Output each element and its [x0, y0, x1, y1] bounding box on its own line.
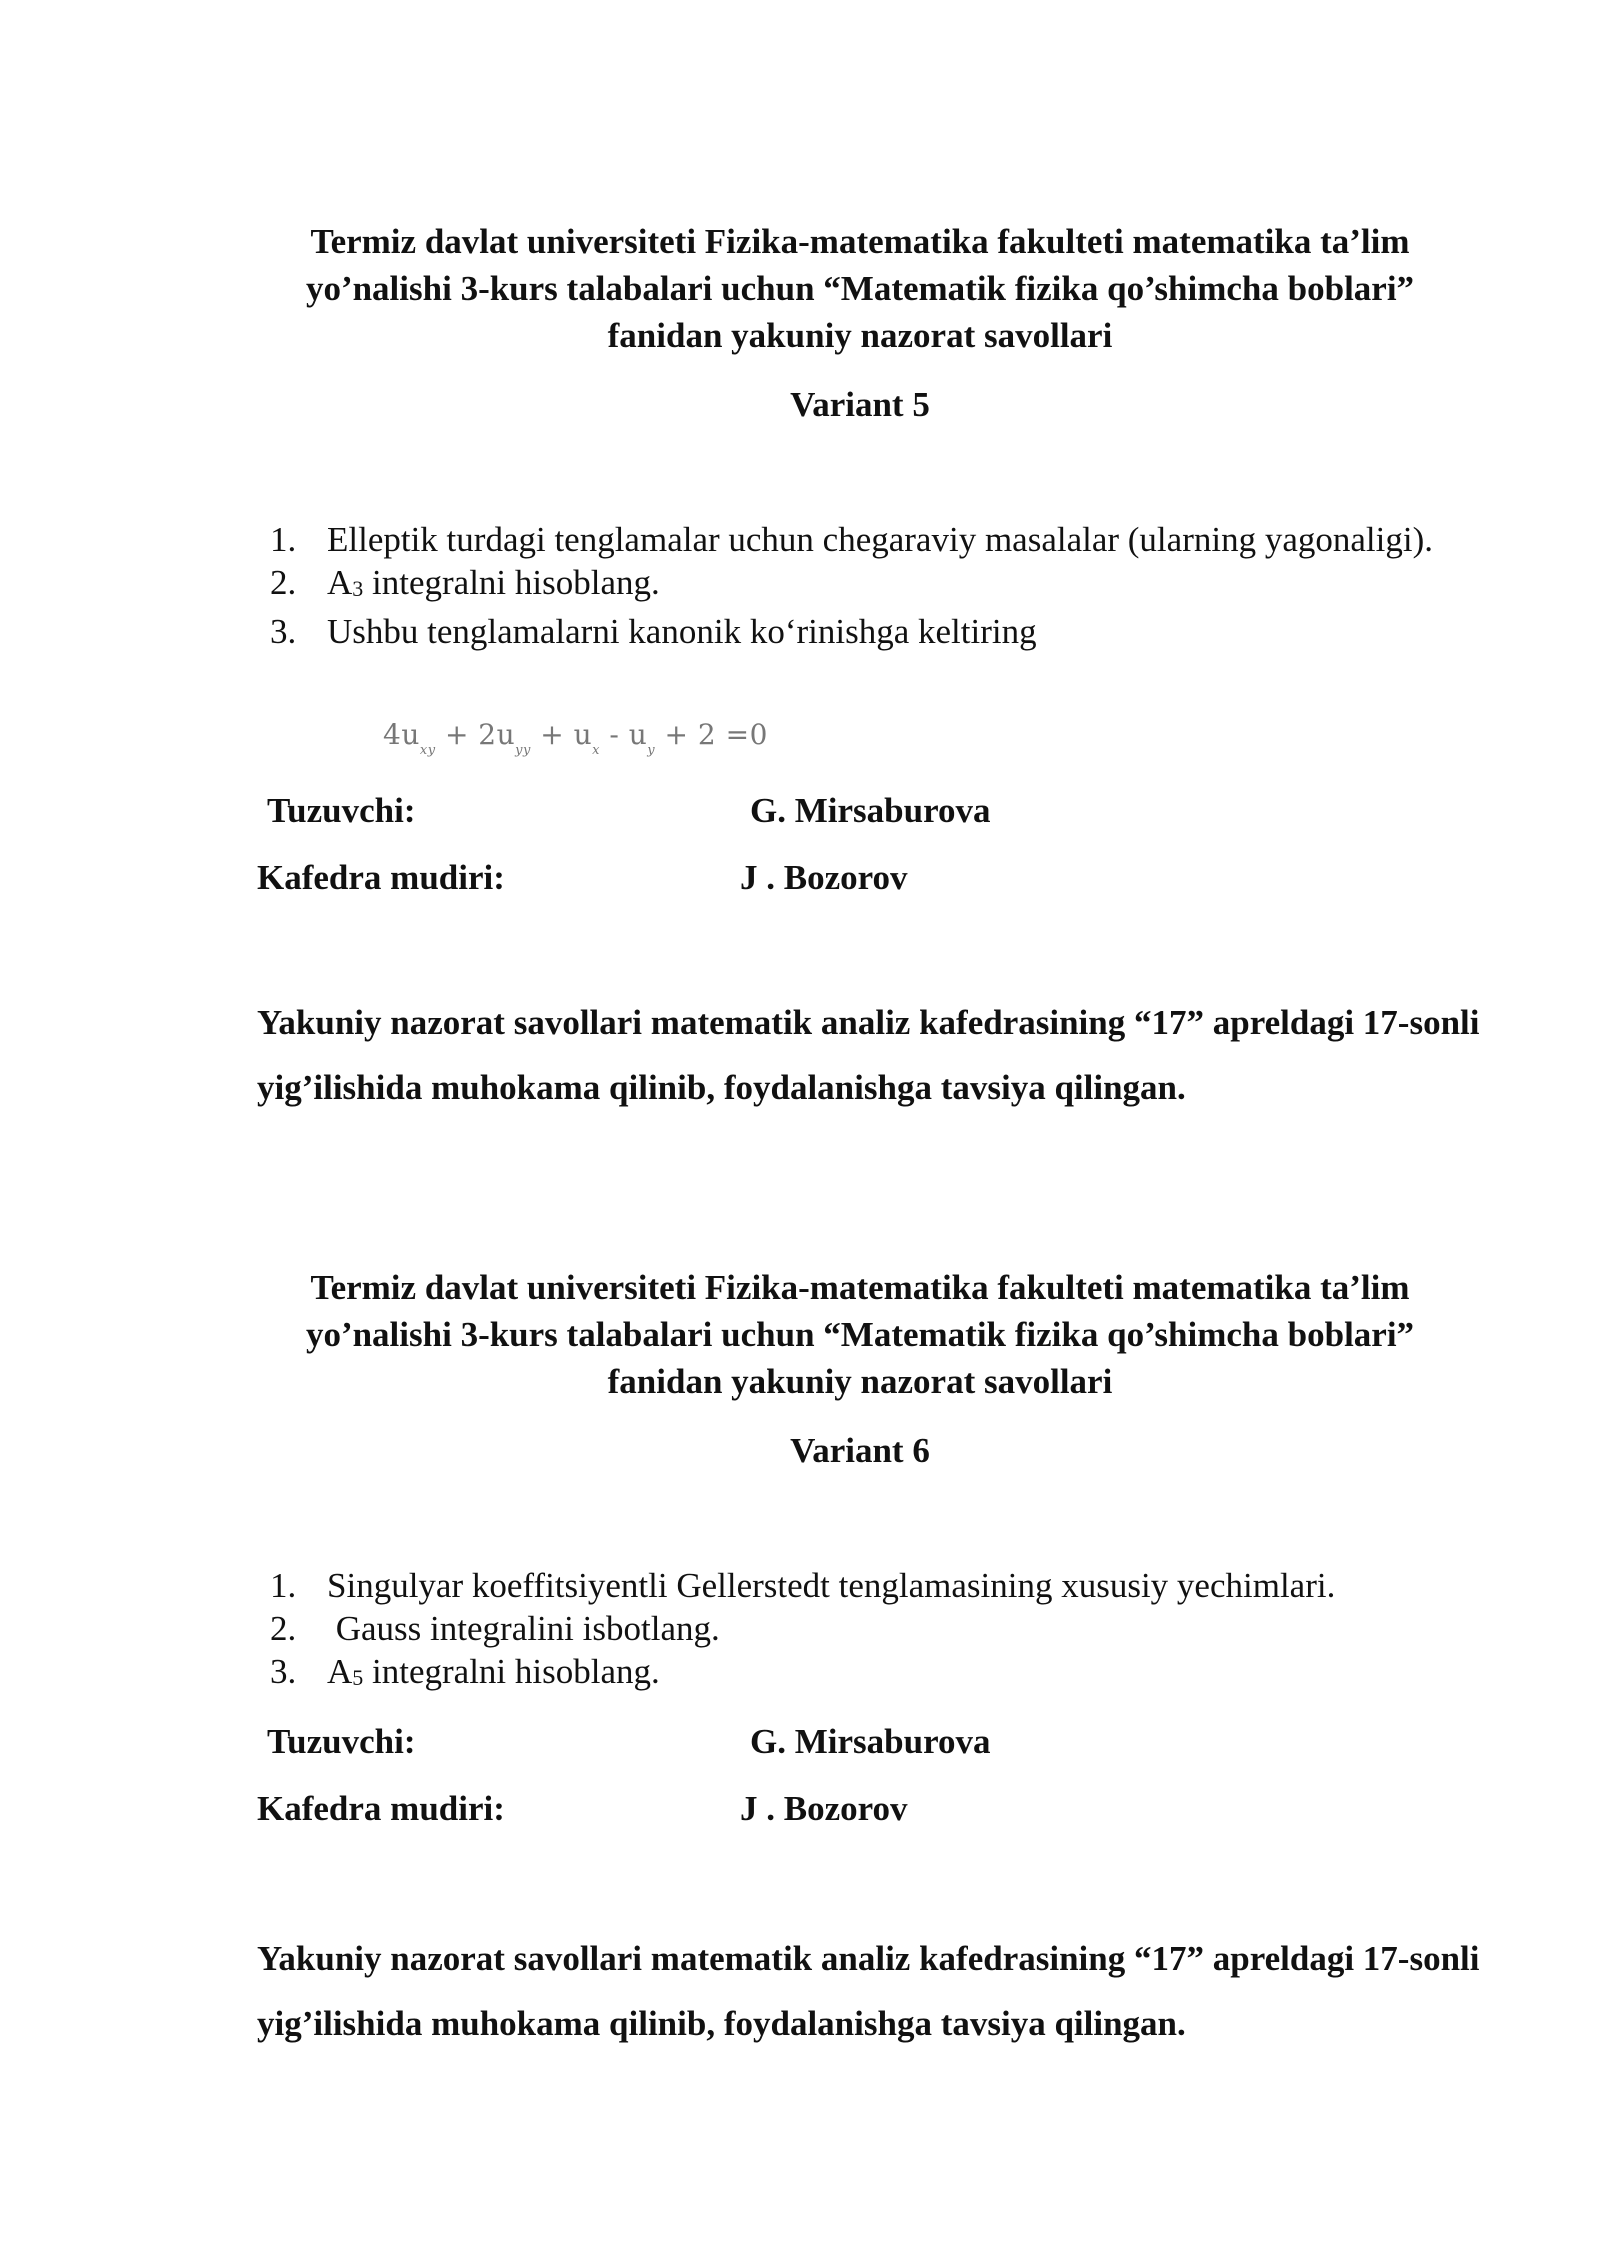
question-number: 2.	[270, 1609, 297, 1648]
variant-heading-5: Variant 5	[790, 385, 930, 424]
question-text: Elleptik turdagi tenglamalar uchun chegaraviy masalalar (ularning yagonaligi).	[327, 520, 1433, 559]
formula-subscript: x	[592, 743, 600, 758]
department-head-label: Kafedra mudiri:	[257, 858, 505, 897]
question-text: Gauss integralini isbotlang.	[327, 1609, 720, 1648]
integral-subscript: 3	[352, 576, 364, 601]
question-text: integralni hisoblang.	[363, 563, 660, 602]
exam-title-variant-5: Termiz davlat universiteti Fizika-matematika fakulteti matematika ta’lim yo’nalishi 3-kurs talabalari uchun “Matematik fizika qo’shimcha boblari” fanidan yakuniy nazorat savollari	[305, 222, 1415, 355]
question-list-variant-6	[270, 1564, 1470, 1699]
formula-term: 4u	[383, 718, 420, 751]
question-text: integralni hisoblang.	[363, 1652, 660, 1691]
exam-title-variant-6: Termiz davlat universiteti Fizika-matematika fakulteti matematika ta’lim yo’nalishi 3-kurs talabalari uchun “Matematik fizika qo’shimcha boblari” fanidan yakuniy nazorat savollari	[305, 1268, 1415, 1401]
question-item	[270, 610, 1470, 653]
department-head-name: J . Bozorov	[740, 858, 908, 897]
composer-name: G. Mirsaburova	[750, 791, 991, 830]
question-item	[270, 561, 1470, 610]
approval-note: Yakuniy nazorat savollari matematik analiz kafedrasining “17” apreldagi 17-sonli yig’ilishida muhokama qilinib, foydalanishga tavsiya qilingan.	[257, 1939, 1480, 2043]
formula-term: - u	[600, 718, 648, 751]
integral-symbol: A	[327, 1652, 353, 1691]
approval-note: Yakuniy nazorat savollari matematik analiz kafedrasining “17” apreldagi 17-sonli yig’ilishida muhokama qilinib, foydalanishga tavsiya qilingan.	[257, 1003, 1480, 1107]
question-item	[270, 518, 1470, 561]
department-head-name: J . Bozorov	[740, 1789, 908, 1828]
formula-term: + 2u	[435, 718, 516, 751]
question-number: 1.	[270, 1566, 297, 1605]
equation-formula	[383, 718, 768, 758]
question-number: 3.	[270, 612, 297, 651]
formula-subscript: yy	[515, 743, 531, 758]
question-number: 3.	[270, 1652, 297, 1691]
question-number: 2.	[270, 563, 297, 602]
department-head-label: Kafedra mudiri:	[257, 1789, 505, 1828]
integral-symbol: A	[327, 563, 353, 602]
question-item	[270, 1607, 1470, 1650]
composer-label: Tuzuvchi:	[267, 1722, 416, 1761]
question-text: Singulyar koeffitsiyentli Gellerstedt tenglamasining xususiy yechimlari.	[327, 1566, 1336, 1605]
composer-name: G. Mirsaburova	[750, 1722, 991, 1761]
question-list-variant-5	[270, 518, 1470, 653]
question-text-group	[327, 561, 1470, 610]
formula-subscript: xy	[419, 743, 436, 758]
formula-term: + 2 =0	[655, 718, 768, 751]
question-text: Ushbu tenglamalarni kanonik ko‘rinishga keltiring	[327, 612, 1037, 651]
question-number: 1.	[270, 520, 297, 559]
formula-term: + u	[530, 718, 593, 751]
question-text-group	[327, 1650, 1470, 1699]
question-item	[270, 1650, 1470, 1699]
variant-heading-6: Variant 6	[790, 1431, 930, 1470]
integral-subscript: 5	[352, 1665, 364, 1690]
formula-subscript: y	[647, 743, 656, 758]
question-item	[270, 1564, 1470, 1607]
composer-label: Tuzuvchi:	[267, 791, 416, 830]
